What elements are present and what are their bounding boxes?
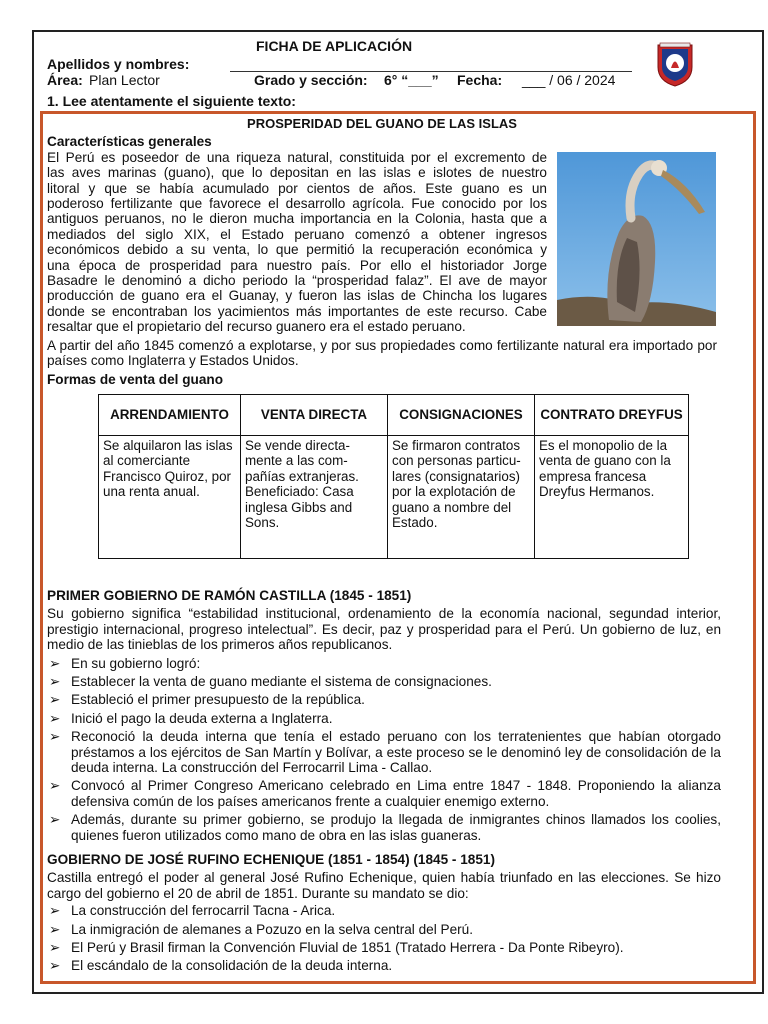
worksheet-title: FICHA DE APLICACIÓN: [256, 38, 413, 54]
echenique-list: [47, 903, 721, 974]
name-label: Apellidos y nombres:: [47, 56, 190, 72]
instruction: 1. Lee atentamente el siguiente texto:: [47, 93, 296, 109]
list-item: ➢ El escándalo de la consolidación de la deuda interna.: [49, 958, 393, 974]
grade-label: Grado y sección:: [254, 72, 368, 88]
sales-header-venta-directa: VENTA DIRECTA: [241, 395, 388, 436]
sales-header-contrato-dreyfus: CONTRATO DREYFUS: [535, 395, 689, 436]
castilla-intro: Su gobierno significa “estabilidad institucional, ordenamiento de la economía nacional, segundad interior, prestigio internacional, progreso intelectual”. Es decir, paz y prosperidad para el Perú. Un gobierno de luz, en medio de las tinieblas de los primeros años republicanos.: [47, 606, 721, 653]
sales-cell-consignaciones: Se firmaron contratos con personas particu-lares (consignatarios) por la explotación de guano a nombre del Estado.: [388, 436, 535, 559]
bullet-arrow-icon: ➢: [49, 674, 61, 690]
pelican-photo: [557, 152, 716, 326]
reading-paragraph-2: A partir del año 1845 comenzó a explotarse, y por sus propiedades como fertilizante natural era importado por países como Inglaterra y Estados Unidos.: [47, 337, 717, 369]
list-item: ➢ El Perú y Brasil firman la Convención Fluvial de 1851 (Tratado Herrera - Da Ponte Ribeyro).: [49, 940, 624, 956]
list-item: ➢ Convocó al Primer Congreso Americano celebrado en Lima entre 1847 - 1848. Proponiendo la alianza defensiva común de los países americanos frente a cualquier enemigo externo.: [49, 778, 721, 809]
reading-title: PROSPERIDAD DEL GUANO DE LAS ISLAS: [247, 116, 517, 131]
sales-title: Formas de venta del guano: [47, 371, 224, 387]
date-value[interactable]: ___ / 06 / 2024: [522, 72, 616, 88]
list-item: ➢ Establecer la venta de guano mediante el sistema de consignaciones.: [49, 674, 492, 690]
list-item: ➢ Inició el pago la deuda externa a Inglaterra.: [49, 710, 333, 726]
castilla-heading: PRIMER GOBIERNO DE RAMÓN CASTILLA (1845 - 1851): [47, 588, 412, 603]
sales-table: [98, 394, 689, 559]
castilla-section: [47, 588, 721, 843]
sales-header-arrendamiento: ARRENDAMIENTO: [99, 395, 241, 436]
date-label: Fecha:: [457, 72, 503, 88]
bullet-arrow-icon: ➢: [49, 655, 61, 671]
sales-cell-arrendamiento: Se alquilaron las islas al comerciante Francisco Quiroz, por una renta anual.: [99, 436, 241, 559]
table-row: [99, 436, 689, 559]
list-item: ➢ Además, durante su primer gobierno, se produjo la llegada de inmigrantes chinos llamados los coolies, quienes fueron utilizados como mano de obra en las islas guaneras.: [49, 812, 721, 843]
reading-subtitle: Características generales: [47, 134, 212, 150]
sales-header-consignaciones: CONSIGNACIONES: [388, 395, 535, 436]
area-label: Área:: [47, 72, 83, 88]
info-row: [47, 72, 647, 90]
area-value: Plan Lector: [89, 72, 160, 88]
school-logo: [654, 41, 696, 87]
echenique-heading: GOBIERNO DE JOSÉ RUFINO ECHENIQUE (1851 - 1854) (1845 - 1851): [47, 852, 495, 867]
list-item: ➢ La construcción del ferrocarril Tacna - Arica.: [49, 903, 336, 919]
bullet-arrow-icon: ➢: [49, 778, 61, 794]
bullet-arrow-icon: ➢: [49, 729, 61, 745]
list-item: ➢ Estableció el primer presupuesto de la república.: [49, 692, 365, 708]
list-item: ➢ La inmigración de alemanes a Pozuzo en la selva central del Perú.: [49, 921, 474, 937]
bullet-arrow-icon: ➢: [49, 958, 61, 974]
bullet-arrow-icon: ➢: [49, 710, 61, 726]
bullet-arrow-icon: ➢: [49, 812, 61, 828]
echenique-section: [47, 852, 721, 974]
bullet-arrow-icon: ➢: [49, 692, 61, 708]
reading-paragraph-1: El Perú es poseedor de una riqueza natural, constituida por el excremento de las aves marinas (guano), que lo depositan en las islas e islotes de nuestro litoral y que se había acumulado por cientos de años. Este guano es un poderoso fertilizante que favorece el desarrollo agrícola. Fue conocido por los antiguos peruanos, no le dieron mucha importancia en la Colonia, hasta que a mediados del siglo XIX, el Estado peruano comenzó a obtener ingresos económicos debido a su venta, lo que permitió la recuperación económica y una época de prosperidad para nuestro país. Por ello el historiador Jorge Basadre le denominó a dicho periodo la “prosperidad falaz”. El ave de mayor producción de guano era el Guanay, y fueron las islas de Chincha los lugares donde se encontraban los yacimientos más importantes de este recurso. Cabe resaltar que el propietario del recurso guanero era el estado peruano.: [47, 149, 547, 335]
list-item: ➢ En su gobierno logró:: [49, 655, 201, 671]
list-item: ➢ Reconoció la deuda interna que tenía el estado peruano con los terratenientes que habían otorgado préstamos a los ejércitos de San Martín y Bolívar, a este proceso se le denominó ley de consolidación de la deuda interna. La construcción del Ferrocarril Lima - Callao.: [49, 729, 721, 776]
castilla-list: [47, 656, 721, 843]
bullet-arrow-icon: ➢: [49, 921, 61, 937]
echenique-intro: Castilla entregó el poder al general José Rufino Echenique, quien había triunfado en las elecciones. Se hizo cargo del gobierno el 20 de abril de 1851. Durante su mandato se dio:: [47, 870, 721, 901]
bullet-arrow-icon: ➢: [49, 940, 61, 956]
sales-cell-contrato-dreyfus: Es el monopolio de la venta de guano con la empresa francesa Dreyfus Hermanos.: [535, 436, 689, 559]
sales-cell-venta-directa: Se vende directa-mente a las com-pañías extranjeras. Beneficiado: Casa inglesa Gibbs and Sons.: [241, 436, 388, 559]
grade-value[interactable]: 6° “___”: [384, 72, 439, 88]
bullet-arrow-icon: ➢: [49, 903, 61, 919]
